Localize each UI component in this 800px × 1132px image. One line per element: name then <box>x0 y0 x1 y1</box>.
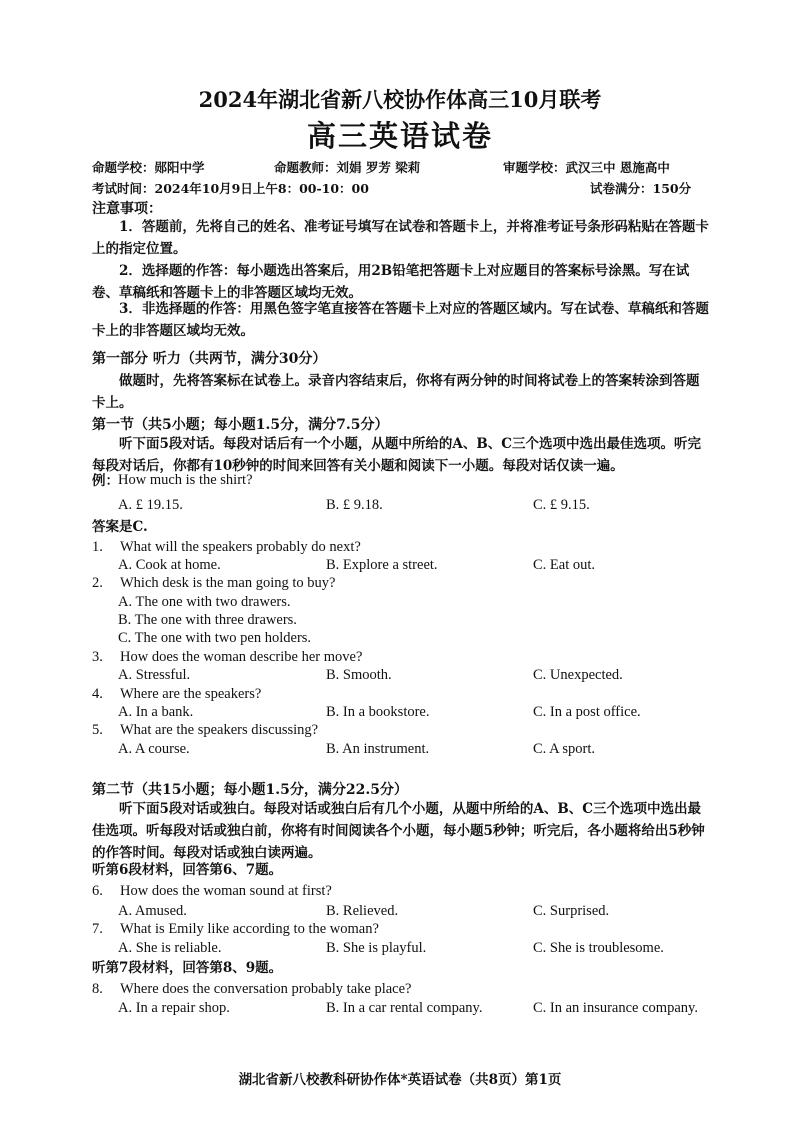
section2-intro: 听下面5段对话或独白。每段对话或独白后有几个小题，从题中所给的A、B、C三个选项中选出最佳选项。听每段对话或独白前，你将有时间阅读各个小题，每小题5秒钟；听完后，各小题将给出5秒钟的作答时间。每段对话或独白读两遍。 <box>92 801 705 861</box>
question-number: 7. <box>92 921 103 937</box>
question-number: 8. <box>92 981 103 997</box>
example-label: 例： <box>92 473 119 489</box>
exam-subtitle: 高三英语试卷 <box>306 119 493 153</box>
option-c: C. In an insurance company. <box>533 1000 698 1016</box>
option-b: B. She is playful. <box>326 940 427 956</box>
notes-heading: 注意事项： <box>92 201 162 217</box>
option-b: B. Smooth. <box>326 667 392 683</box>
note-item-2: 2．选择题的作答：每小题选出答案后，用2B铅笔把答题卡上对应题目的答案标号涂黑。写在试卷、草稿纸和答题卡上的非答题区域均无效。 <box>92 263 690 301</box>
note-item-3: 3．非选择题的作答：用黑色签字笔直接答在答题卡上对应的答题区域内。写在试卷、草稿纸和答题卡上的非答题区域均无效。 <box>92 301 709 339</box>
option-b: B. Explore a street. <box>326 557 438 573</box>
option-c: C. Eat out. <box>533 557 596 573</box>
example-option-c: C. £ 9.15. <box>533 497 590 513</box>
question-number: 5. <box>92 722 103 738</box>
meta-time: 考试时间：2024年10月9日上午8：00-10：00 <box>92 181 369 196</box>
example-answer: 答案是C. <box>92 519 148 535</box>
page-footer: 湖北省新八校教科研协作体*英语试卷（共8页）第1页 <box>238 1072 562 1088</box>
question-text: Which desk is the man going to buy? <box>120 575 336 591</box>
example-option-a: A. £ 19.15. <box>118 497 183 513</box>
option-a: A. In a repair shop. <box>118 1000 230 1016</box>
option-c: C. A sport. <box>533 741 596 757</box>
section2-heading: 第二节（共15小题；每小题1.5分，满分22.5分） <box>92 782 408 798</box>
material-7-note: 听第7段材料，回答第8、9题。 <box>92 960 283 976</box>
question-text: How does the woman describe her move? <box>120 649 363 665</box>
option-c: C. Surprised. <box>533 903 610 919</box>
question-number: 4. <box>92 686 103 702</box>
option-c: C. The one with two pen holders. <box>118 630 312 646</box>
option-c: C. In a post office. <box>533 704 641 720</box>
meta-score: 试卷满分：150分 <box>590 181 692 196</box>
material-6-note: 听第6段材料，回答第6、7题。 <box>92 862 283 878</box>
question-number: 3. <box>92 649 103 665</box>
option-b: B. The one with three drawers. <box>118 612 297 628</box>
question-text: What is Emily like according to the woman? <box>120 921 379 937</box>
option-b: B. In a bookstore. <box>326 704 430 720</box>
note-item-1: 1．答题前，先将自己的姓名、准考证号填写在试卷和答题卡上，并将准考证号条形码粘贴在答题卡上的指定位置。 <box>92 219 709 257</box>
exam-title: 2024年湖北省新八校协作体高三10月联考 <box>198 87 602 112</box>
meta-teachers: 命题教师：刘娟 罗芳 梁莉 <box>274 160 421 175</box>
option-c: C. She is troublesome. <box>533 940 664 956</box>
part1-heading: 第一部分 听力（共两节，满分30分） <box>92 351 327 367</box>
question-text: What will the speakers probably do next? <box>120 539 361 555</box>
option-b: B. Relieved. <box>326 903 399 919</box>
option-a: A. A course. <box>118 741 190 757</box>
question-text: What are the speakers discussing? <box>120 722 319 738</box>
option-a: A. She is reliable. <box>118 940 222 956</box>
option-c: C. Unexpected. <box>533 667 623 683</box>
option-a: A. Cook at home. <box>118 557 221 573</box>
meta-reviewers: 审题学校：武汉三中 恩施高中 <box>503 160 670 175</box>
meta-school: 命题学校：郧阳中学 <box>92 160 205 175</box>
option-a: A. The one with two drawers. <box>118 594 291 610</box>
question-number: 1. <box>92 539 103 555</box>
question-text: How does the woman sound at first? <box>120 883 332 899</box>
example-option-b: B. £ 9.18. <box>326 497 383 513</box>
section1-heading: 第一节（共5小题；每小题1.5分，满分7.5分） <box>92 417 389 433</box>
question-text: Where are the speakers? <box>120 686 262 702</box>
option-a: A. Amused. <box>118 903 187 919</box>
question-number: 6. <box>92 883 103 899</box>
option-b: B. An instrument. <box>326 741 430 757</box>
example-question: How much is the shirt? <box>118 472 253 488</box>
question-number: 2. <box>92 575 103 591</box>
option-b: B. In a car rental company. <box>326 1000 483 1016</box>
section1-intro: 听下面5段对话。每段对话后有一个小题，从题中所给的A、B、C三个选项中选出最佳选项。听完每段对话后，你都有10秒钟的时间来回答有关小题和阅读下一小题。每段对话仅读一遍。 <box>92 436 702 474</box>
part1-intro: 做题时，先将答案标在试卷上。录音内容结束后，你将有两分钟的时间将试卷上的答案转涂到答题卡上。 <box>92 373 700 411</box>
option-a: A. Stressful. <box>118 667 191 683</box>
question-text: Where does the conversation probably take place? <box>120 981 412 997</box>
option-a: A. In a bank. <box>118 704 194 720</box>
